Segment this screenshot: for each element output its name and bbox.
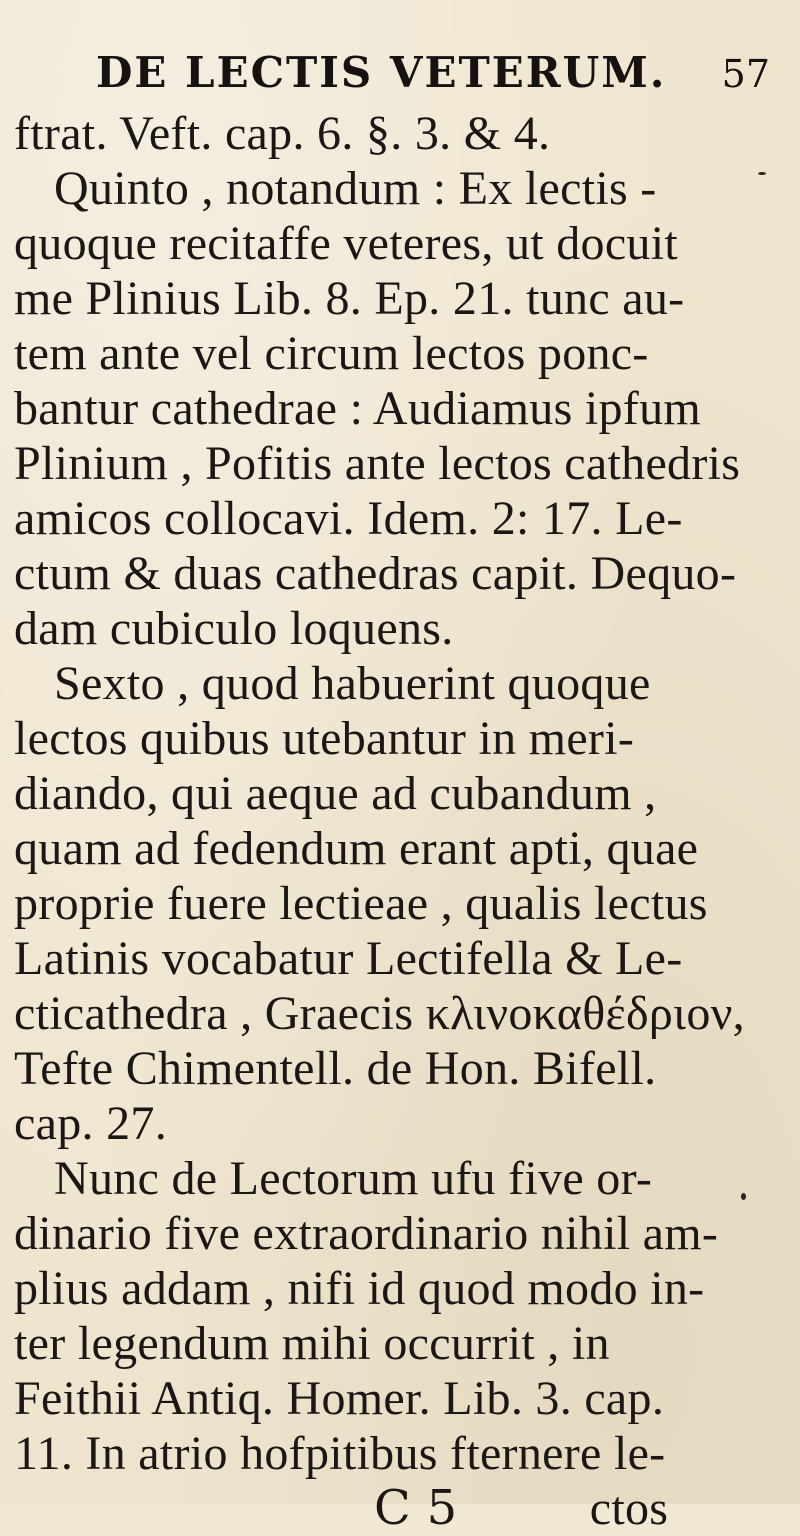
signature-mark: C 5: [374, 1481, 458, 1536]
running-head: DE LECTIS VETERUM.: [96, 48, 667, 97]
text-line: dinario five extraordinario nihil am-: [14, 1207, 719, 1260]
text-line: Sexto , quod habuerint quoque: [54, 657, 651, 710]
ink-speck: [741, 1193, 746, 1200]
text-line: quam ad fedendum erant apti, quae: [14, 822, 699, 875]
text-line: Nunc de Lectorum ufu five or-: [54, 1152, 653, 1205]
text-line: dam cubiculo loquens.: [14, 602, 454, 655]
text-line: diando, qui aeque ad cubandum ,: [14, 767, 657, 820]
text-line: plius addam , nifi id quod modo in-: [14, 1262, 705, 1315]
text-line: lectos quibus utebantur in meri-: [14, 712, 635, 765]
page-header: [96, 48, 780, 112]
text-line: ter legendum mihi occurrit , in: [14, 1317, 610, 1370]
text-line: Quinto , notandum : Ex lectis -: [54, 162, 657, 215]
body-text: [14, 106, 784, 1536]
text-line: cticathedra , Graecis κλινοκαθέδριον,: [14, 987, 745, 1040]
text-line: Tefte Chimentell. de Hon. Bifell.: [14, 1042, 657, 1095]
text-line: quoque recitaffe veteres, ut docuit: [14, 217, 679, 270]
ink-speck: [758, 172, 766, 175]
text-line: proprie fuere lectieae , qualis lectus: [14, 877, 708, 930]
text-line: Latinis vocabatur Lectifella & Le-: [14, 932, 683, 985]
text-line: Feithii Antiq. Homer. Lib. 3. cap.: [14, 1372, 665, 1425]
text-line: ctum & duas cathedras capit. Dequo-: [14, 547, 737, 600]
text-line: cap. 27.: [14, 1097, 168, 1150]
page-footer: [14, 1481, 784, 1536]
text-line: me Plinius Lib. 8. Ep. 21. tunc au-: [14, 272, 685, 325]
text-line: 11. In atrio hofpitibus fternere le-: [14, 1427, 666, 1480]
text-line: ftrat. Veft. cap. 6. §. 3. & 4.: [14, 107, 551, 160]
text-line: Plinium , Pofitis ante lectos cathedris: [14, 437, 741, 490]
catchword: ctos: [589, 1482, 669, 1535]
text-line: bantur cathedrae : Audiamus ipfum: [14, 382, 702, 435]
text-line: amicos collocavi. Idem. 2: 17. Le-: [14, 492, 683, 545]
text-line: tem ante vel circum lectos ponc-: [14, 327, 649, 380]
page-number: 57: [721, 52, 770, 96]
